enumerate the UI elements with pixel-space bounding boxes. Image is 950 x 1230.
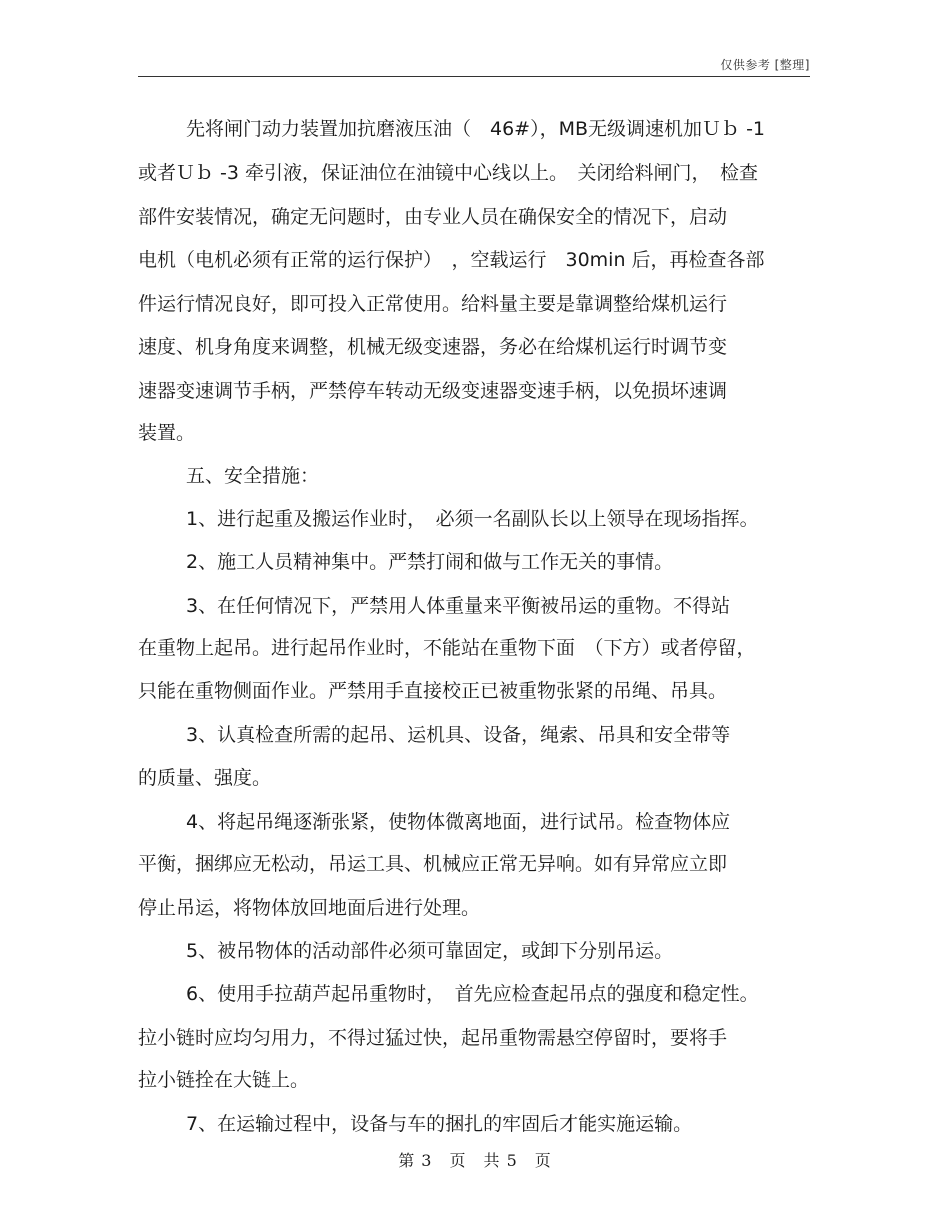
header-text: 仅供参考 [整理] <box>720 58 810 72</box>
page-header <box>138 52 810 77</box>
list-item: 3、认真检查所需的起吊、运机具、设备，绳索、吊具和安全带等 <box>186 724 731 746</box>
list-item-continuation: 拉小链拴在大链上。 <box>138 1069 310 1091</box>
list-item: 7、在运输过程中，设备与车的捆扎的牢固后才能实施运输。 <box>186 1113 693 1135</box>
list-item-continuation: 只能在重物侧面作业。严禁用手直接校正已被重物张紧的吊绳、吊具。 <box>138 680 728 702</box>
list-item: 1、进行起重及搬运作业时， 必须一名副队长以上领导在现场指挥。 <box>186 508 759 530</box>
page-number-footer: 第 3 页 共 5 页 <box>398 1151 552 1170</box>
list-item: 5、被吊物体的活动部件必须可靠固定，或卸下分别吊运。 <box>186 940 674 962</box>
list-item-continuation: 在重物上起吊。进行起吊作业时，不能站在重物下面 （下方）或者停留， <box>138 637 756 659</box>
list-item: 4、将起吊绳逐渐张紧，使物体微离地面，进行试吊。检查物体应 <box>186 811 731 833</box>
paragraph-line: 部件安装情况，确定无问题时，由专业人员在确保安全的情况下，启动 <box>138 206 728 228</box>
paragraph-line: 装置。 <box>138 422 196 444</box>
paragraph-line: 先将闸门动力装置加抗磨液压油（ 46#），MB无级调速机加Ｕｂ -1 <box>186 118 766 140</box>
section-heading: 五、安全措施： <box>186 465 320 487</box>
paragraph-line: 或者Ｕｂ -3 牵引液，保证油位在油镜中心线以上。 关闭给料闸门， 检查 <box>138 162 759 184</box>
list-item: 6、使用手拉葫芦起吊重物时， 首先应检查起吊点的强度和稳定性。 <box>186 983 759 1005</box>
list-item: 2、施工人员精神集中。严禁打闹和做与工作无关的事情。 <box>186 551 674 573</box>
paragraph-line: 速度、机身角度来调整，机械无级变速器，务必在给煤机运行时调节变 <box>138 336 728 358</box>
paragraph-line: 速器变速调节手柄，严禁停车转动无级变速器变速手柄，以免损坏速调 <box>138 380 728 402</box>
list-item-continuation: 停止吊运，将物体放回地面后进行处理。 <box>138 897 481 919</box>
paragraph-line: 电机（电机必须有正常的运行保护） ，空载运行 30min 后，再检查各部 <box>138 249 765 271</box>
list-item-continuation: 平衡，捆绑应无松动，吊运工具、机械应正常无异响。如有异常应立即 <box>138 853 728 875</box>
list-item-continuation: 的质量、强度。 <box>138 767 272 789</box>
list-item-continuation: 拉小链时应均匀用力，不得过猛过快，起吊重物需悬空停留时，要将手 <box>138 1027 728 1049</box>
paragraph-line: 件运行情况良好，即可投入正常使用。给料量主要是靠调整给煤机运行 <box>138 293 728 315</box>
list-item: 3、在任何情况下，严禁用人体重量来平衡被吊运的重物。不得站 <box>186 595 731 617</box>
